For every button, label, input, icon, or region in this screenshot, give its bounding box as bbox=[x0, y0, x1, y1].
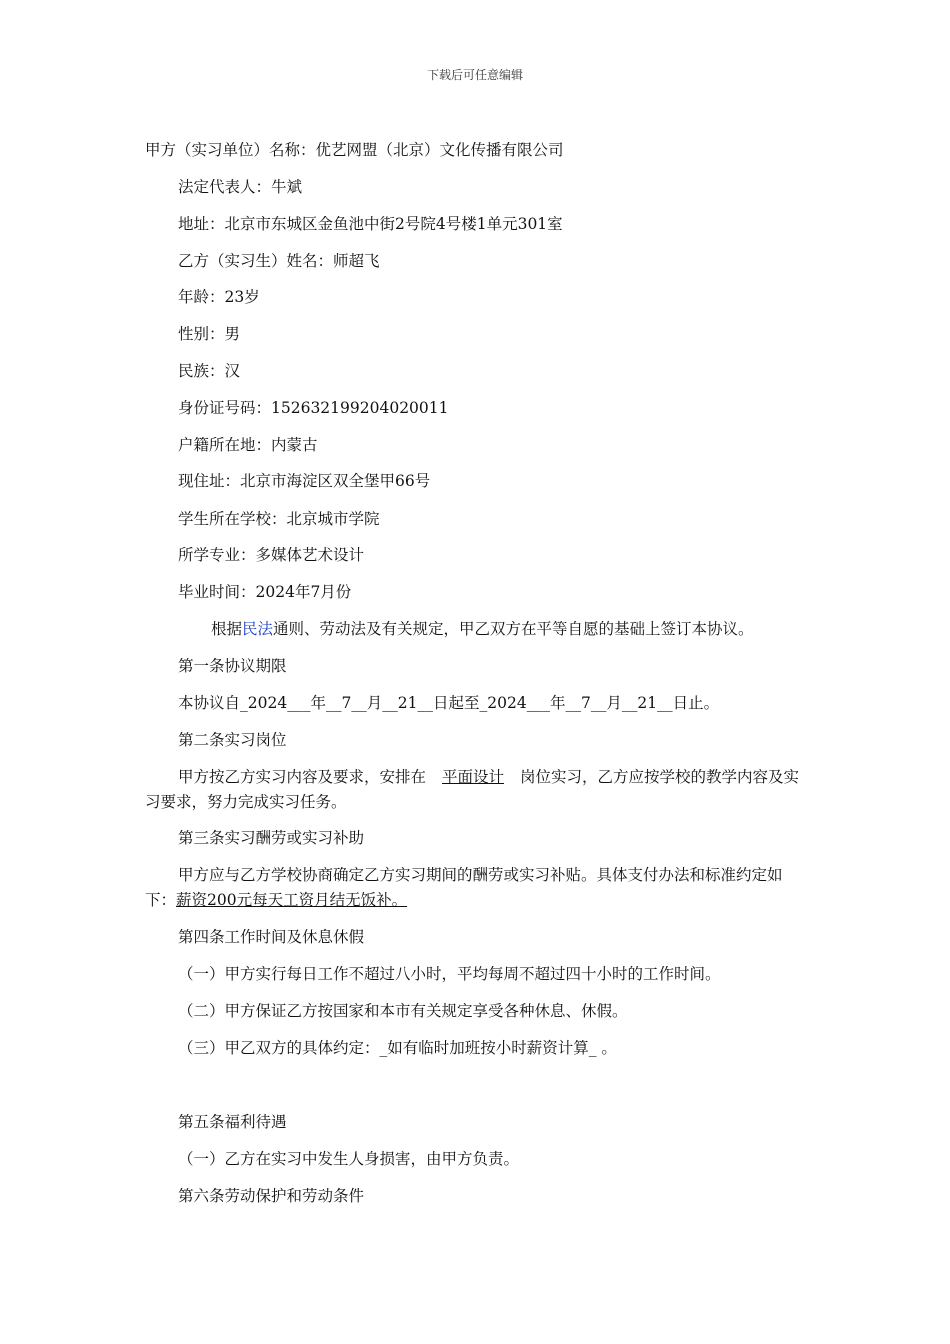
ethnicity: 民族：汉 bbox=[178, 362, 241, 380]
party-b-name: 乙方（实习生）姓名：师超飞 bbox=[178, 252, 380, 270]
basis-prefix: 根据 bbox=[211, 620, 243, 638]
party-a-name: 甲方（实习单位）名称：优艺网盟（北京）文化传播有限公司 bbox=[145, 141, 564, 159]
article-4-item-1: （一）甲方实行每日工作不超过八小时，平均每周不超过四十小时的工作时间。 bbox=[178, 965, 721, 983]
current-address: 现住址：北京市海淀区双全堡甲66号 bbox=[178, 472, 431, 490]
salary-detail: 薪资200元每天工资月结无饭补。 bbox=[176, 891, 408, 909]
school: 学生所在学校：北京城市学院 bbox=[178, 510, 380, 528]
article-4-title: 第四条工作时间及休息休假 bbox=[178, 928, 365, 946]
civil-law-link[interactable]: 民法 bbox=[242, 620, 274, 638]
article-3-text bbox=[145, 863, 805, 913]
article-5-item-1: （一）乙方在实习中发生人身损害，由甲方负责。 bbox=[178, 1150, 520, 1168]
gender: 性别：男 bbox=[178, 325, 241, 343]
age: 年龄：23岁 bbox=[178, 288, 260, 306]
article-4-item-3: （三）甲乙双方的具体约定：_如有临时加班按小时薪资计算_ 。 bbox=[178, 1039, 617, 1057]
article-2-prefix: 甲方按乙方实习内容及要求，安排在 bbox=[178, 768, 427, 786]
position-name: 平面设计 bbox=[442, 768, 505, 786]
graduation-time: 毕业时间：2024年7月份 bbox=[178, 583, 352, 601]
page-header: 下载后可任意编辑 bbox=[426, 68, 523, 82]
legal-representative: 法定代表人：牛斌 bbox=[178, 178, 303, 196]
article-6-title: 第六条劳动保护和劳动条件 bbox=[178, 1187, 365, 1205]
article-1-title: 第一条协议期限 bbox=[178, 657, 287, 675]
article-2-suffix: 岗位实习，乙方应按学校的教学内容及实习要求，努力完成实习任务。 bbox=[145, 768, 800, 811]
id-number: 身份证号码：152632199204020011 bbox=[178, 399, 449, 417]
address: 地址：北京市东城区金鱼池中街2号院4号楼1单元301室 bbox=[178, 215, 563, 233]
legal-basis bbox=[211, 619, 754, 639]
major: 所学专业：多媒体艺术设计 bbox=[178, 546, 365, 564]
article-2-title: 第二条实习岗位 bbox=[178, 731, 287, 749]
hukou: 户籍所在地：内蒙古 bbox=[178, 436, 318, 454]
article-3-title: 第三条实习酬劳或实习补助 bbox=[178, 829, 365, 847]
article-3-body: 甲方应与乙方学校协商确定乙方实习期间的酬劳或实习补贴。具体支付办法和标准约定如下： bbox=[145, 866, 783, 909]
article-1-text: 本协议自_2024___年__7__月__21__日起至_2024___年__7__月__21__日止。 bbox=[178, 694, 720, 712]
basis-suffix: 通则、劳动法及有关规定，甲乙双方在平等自愿的基础上签订本协议。 bbox=[273, 620, 754, 638]
article-5-title: 第五条福利待遇 bbox=[178, 1113, 287, 1131]
article-2-text bbox=[145, 765, 805, 815]
article-4-item-2: （二）甲方保证乙方按国家和本市有关规定享受各种休息、休假。 bbox=[178, 1002, 628, 1020]
